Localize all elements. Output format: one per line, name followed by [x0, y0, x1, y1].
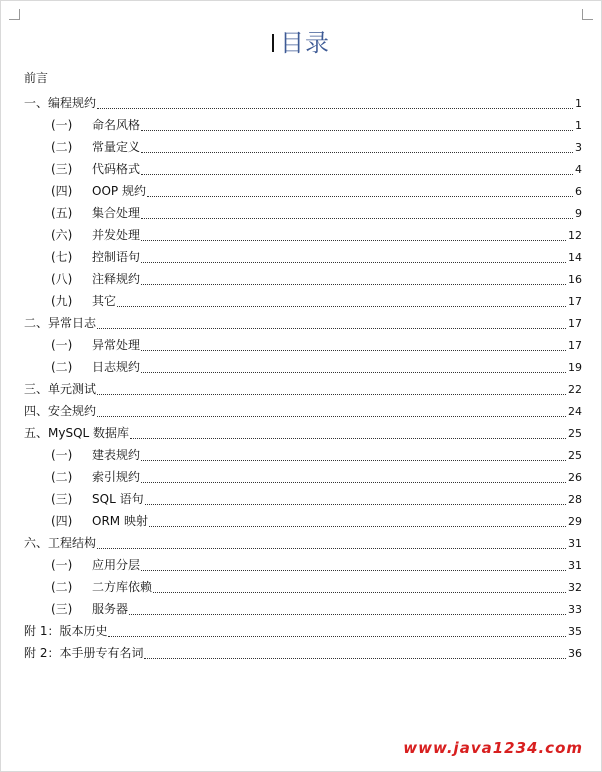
toc-dot-leader [108, 635, 566, 637]
toc-dot-leader [147, 195, 573, 197]
toc-entry[interactable] [24, 557, 582, 574]
toc-entry[interactable] [24, 337, 582, 354]
toc-page-number: 4 [575, 163, 582, 176]
toc-entry-number: (二) [51, 360, 73, 374]
toc-entry[interactable] [24, 579, 582, 596]
toc-entry[interactable] [24, 645, 582, 662]
toc-page-number: 12 [568, 229, 582, 242]
toc-entry[interactable] [24, 227, 582, 244]
toc-entry-title: 代码格式 [92, 162, 141, 176]
toc-page-number: 9 [575, 207, 582, 220]
toc-dot-leader [145, 503, 566, 505]
toc-entry-number: 附 1： [24, 624, 60, 638]
toc-dot-leader [141, 283, 566, 285]
toc-entry-title: 应用分层 [92, 558, 141, 572]
toc-entry[interactable] [24, 425, 582, 442]
toc-entry[interactable] [24, 161, 582, 178]
toc-entry-title: 异常日志 [48, 316, 97, 330]
toc-dot-leader [141, 173, 573, 175]
watermark-text: www.java1234.com [403, 739, 583, 757]
toc-entry[interactable] [24, 381, 582, 398]
toc-dot-leader [129, 613, 566, 615]
toc-page-number: 31 [568, 537, 582, 550]
page-corner-mark [9, 9, 20, 20]
toc-entry-title: 安全规约 [48, 404, 97, 418]
text-cursor [272, 34, 274, 52]
toc-dot-leader [130, 437, 566, 439]
toc-entry-title: 工程结构 [48, 536, 97, 550]
toc-entry-title: 服务器 [92, 602, 129, 616]
toc-entry[interactable] [24, 469, 582, 486]
toc-page-number: 1 [575, 97, 582, 110]
toc-entry[interactable] [24, 359, 582, 376]
toc-entry-title: 并发处理 [92, 228, 141, 242]
toc-entry-title: 命名风格 [92, 118, 141, 132]
toc-entry[interactable] [24, 623, 582, 640]
toc-entry-number: (三) [51, 162, 73, 176]
toc-entry-title: OOP 规约 [92, 184, 146, 198]
toc-entry-number: (二) [51, 140, 73, 154]
toc-page-number: 36 [568, 647, 582, 660]
toc-entry-number: (九) [51, 294, 73, 308]
toc-page-number: 16 [568, 273, 582, 286]
toc-entry-title: 索引规约 [92, 470, 141, 484]
toc-dot-leader [97, 415, 566, 417]
page-title[interactable]: 目录 [280, 29, 330, 57]
toc-entry-title: 集合处理 [92, 206, 141, 220]
toc-page-number: 19 [568, 361, 582, 374]
toc-entry-number: (一) [51, 558, 73, 572]
toc-entry-number: (三) [51, 492, 73, 506]
toc-dot-leader [141, 217, 573, 219]
toc-entry-title: 单元测试 [48, 382, 97, 396]
toc-entry-title: 版本历史 [59, 624, 108, 638]
toc-page-number: 35 [568, 625, 582, 638]
toc-entry[interactable] [24, 205, 582, 222]
toc-page-number: 29 [568, 515, 582, 528]
toc-entry-number: 六、 [24, 536, 49, 550]
toc-entry[interactable] [24, 293, 582, 310]
toc-entry[interactable] [24, 535, 582, 552]
toc-entry[interactable] [24, 95, 582, 112]
toc-dot-leader [144, 657, 566, 659]
toc-entry-number: (一) [51, 118, 73, 132]
toc-entry-number: 四、 [24, 404, 49, 418]
toc-entry-number: 五、 [24, 426, 49, 440]
preface-heading[interactable]: 前言 [24, 71, 49, 85]
toc-entry-number: (五) [51, 206, 73, 220]
toc-entry[interactable] [24, 315, 582, 332]
toc-entry-number: (四) [51, 184, 73, 198]
toc-entry-number: 三、 [24, 382, 49, 396]
toc-entry[interactable] [24, 491, 582, 508]
toc-entry-title: 编程规约 [48, 96, 97, 110]
toc-entry[interactable] [24, 601, 582, 618]
toc-dot-leader [141, 261, 566, 263]
toc-page-number: 28 [568, 493, 582, 506]
toc-entry[interactable] [24, 139, 582, 156]
toc-entry-title: ORM 映射 [92, 514, 148, 528]
toc-dot-leader [97, 327, 566, 329]
toc-page-number: 26 [568, 471, 582, 484]
toc-dot-leader [141, 349, 566, 351]
toc-entry-number: 二、 [24, 316, 49, 330]
toc-page-number: 3 [575, 141, 582, 154]
toc-entry[interactable] [24, 183, 582, 200]
toc-entry-number: 一、 [24, 96, 49, 110]
toc-dot-leader [141, 459, 566, 461]
toc-entry-number: (四) [51, 514, 73, 528]
toc-page-number: 17 [568, 295, 582, 308]
toc-entry-title: SQL 语句 [92, 492, 144, 506]
toc-dot-leader [117, 305, 566, 307]
toc-dot-leader [149, 525, 566, 527]
toc-entry-title: 本手册专有名词 [59, 646, 144, 660]
toc-entry-title: 二方库依赖 [92, 580, 153, 594]
toc-page-number: 25 [568, 449, 582, 462]
toc-dot-leader [141, 151, 573, 153]
toc-entry-title: 建表规约 [92, 448, 141, 462]
toc-entry[interactable] [24, 447, 582, 464]
toc-page-number: 17 [568, 317, 582, 330]
toc-dot-leader [141, 569, 566, 571]
toc-entry[interactable] [24, 117, 582, 134]
toc-page-number: 33 [568, 603, 582, 616]
toc-page-number: 25 [568, 427, 582, 440]
toc-dot-leader [97, 107, 573, 109]
toc-entry[interactable] [24, 249, 582, 266]
toc-entry-title: MySQL 数据库 [48, 426, 130, 440]
toc-dot-leader [141, 239, 566, 241]
toc-entry-number: (七) [51, 250, 73, 264]
toc-entry-number: (三) [51, 602, 73, 616]
toc-dot-leader [97, 547, 566, 549]
toc-page-number: 14 [568, 251, 582, 264]
toc-entry-number: 附 2： [24, 646, 60, 660]
toc-entry-title: 异常处理 [92, 338, 141, 352]
toc-entry-title: 其它 [92, 294, 117, 308]
toc-page-number: 17 [568, 339, 582, 352]
toc-page-number: 32 [568, 581, 582, 594]
toc-entry-number: (一) [51, 448, 73, 462]
toc-entry-number: (一) [51, 338, 73, 352]
toc-entry-title: 日志规约 [92, 360, 141, 374]
toc-entry-number: (二) [51, 580, 73, 594]
table-of-contents [24, 95, 582, 667]
toc-dot-leader [141, 129, 573, 131]
toc-page-number: 1 [575, 119, 582, 132]
toc-entry-title: 控制语句 [92, 250, 141, 264]
toc-entry-number: (六) [51, 228, 73, 242]
toc-page-number: 22 [568, 383, 582, 396]
page-corner-mark [582, 9, 593, 20]
toc-dot-leader [141, 481, 566, 483]
toc-entry-title: 常量定义 [92, 140, 141, 154]
toc-entry[interactable] [24, 513, 582, 530]
toc-dot-leader [97, 393, 566, 395]
toc-dot-leader [153, 591, 566, 593]
toc-page-number: 31 [568, 559, 582, 572]
toc-entry-title: 注释规约 [92, 272, 141, 286]
toc-page-number: 6 [575, 185, 582, 198]
toc-page-number: 24 [568, 405, 582, 418]
toc-entry-number: (八) [51, 272, 73, 286]
toc-entry[interactable] [24, 271, 582, 288]
toc-dot-leader [141, 371, 566, 373]
toc-entry[interactable] [24, 403, 582, 420]
toc-entry-number: (二) [51, 470, 73, 484]
title-area [1, 23, 601, 58]
